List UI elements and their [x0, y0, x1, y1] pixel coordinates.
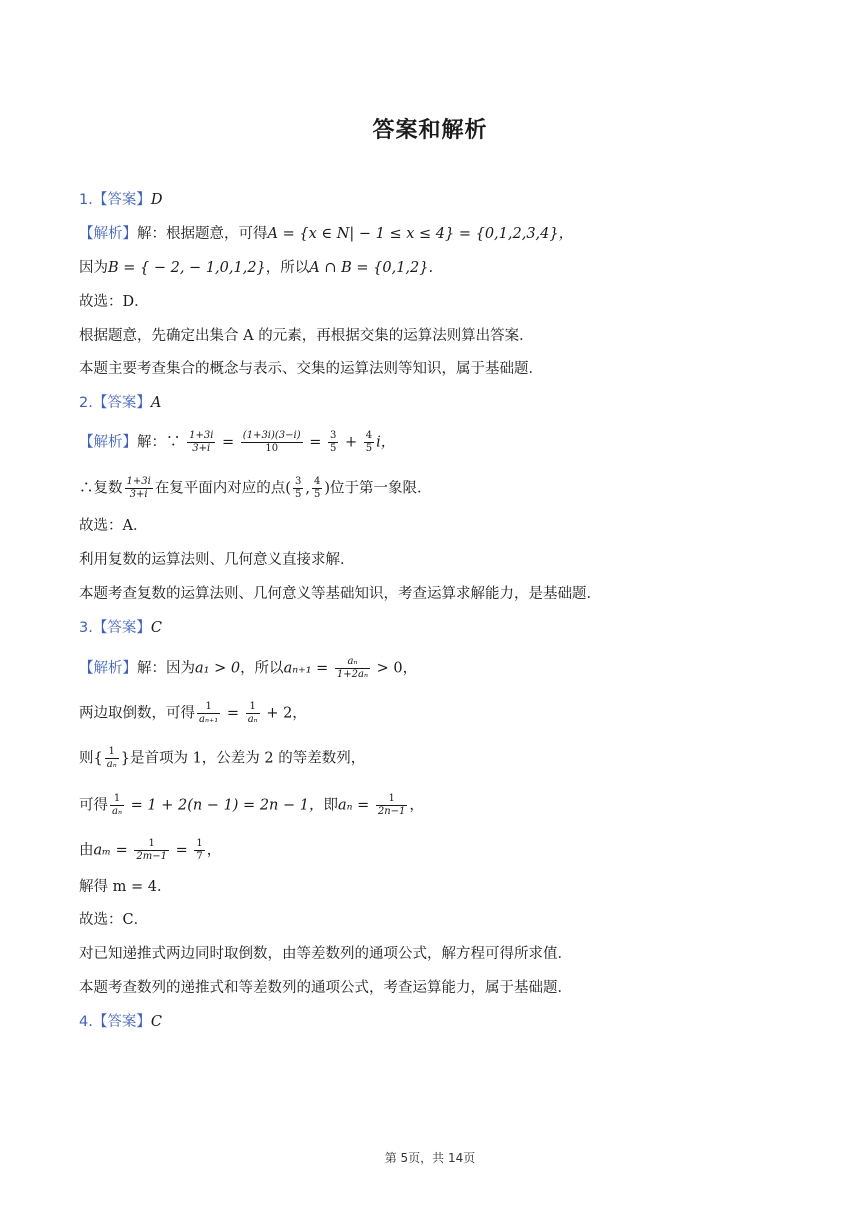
text: ，	[409, 797, 424, 814]
numerator: 4	[365, 430, 373, 441]
math: aₘ =	[93, 842, 128, 859]
q2-line5: 本题考查复数的运算法则、几何意义等基础知识，考查运算求解能力，是基础题．	[79, 586, 601, 602]
q1-answer-label: 1.【答案】	[79, 192, 151, 208]
q3-line2: 两边取倒数，可得 $\frac{1}{\text{aₙ₊₁}}$ = $\frac{1}{\text{aₙ}}$ + 2，	[79, 701, 307, 725]
numerator: 3	[330, 430, 337, 441]
q1-line2	[79, 258, 433, 278]
math: B = { − 2, − 1,0,1,2}	[108, 260, 266, 276]
q2-line3: 故选：A．	[79, 518, 148, 534]
fraction	[197, 701, 220, 726]
q1-answer-line	[79, 190, 162, 210]
q3-answer-line	[79, 618, 162, 638]
denominator: 3+i	[129, 489, 148, 500]
numerator: 1+3i	[126, 476, 151, 487]
q2-analysis-label: 【解析】	[79, 434, 137, 451]
text: 则{	[79, 750, 103, 767]
q1-math: A = {x ∈ N| − 1 ≤ x ≤ 4} = {0,1,2,3,4}，	[267, 226, 574, 242]
fraction	[293, 476, 303, 501]
fraction	[328, 430, 338, 455]
fraction	[312, 476, 322, 501]
equals: =	[309, 434, 322, 451]
fraction	[241, 430, 303, 455]
q3-line5: 由aₘ = $\frac{1}{2m-1}$ = $\frac{1}{7}$ ，	[79, 838, 222, 862]
q3-answer: C	[150, 620, 162, 636]
equals: =	[222, 434, 235, 451]
denominator: 1+2aₙ	[336, 669, 369, 680]
q3-line3	[79, 746, 365, 771]
denominator: 7	[196, 851, 203, 862]
denominator: 5	[313, 489, 321, 500]
denominator: aₙ	[106, 759, 117, 770]
text: ，	[206, 842, 222, 859]
math: A ∩ B = {0,1,2}.	[309, 260, 434, 276]
fraction	[194, 838, 204, 863]
text: ∴复数	[79, 480, 123, 497]
numerator: 1+3i	[189, 430, 214, 441]
fraction	[125, 476, 153, 501]
q4-answer-line	[79, 1012, 162, 1032]
denominator: 5	[330, 443, 337, 454]
text: 由	[79, 842, 94, 859]
fraction	[376, 793, 408, 818]
denominator: 5	[294, 489, 302, 500]
math: > 0，	[376, 660, 418, 677]
denominator: aₙ	[247, 714, 258, 725]
q3-answer-label: 3.【答案】	[79, 620, 151, 636]
numerator: 1	[110, 793, 124, 806]
text: )位于第一象限．	[324, 480, 432, 497]
numerator: (1+3i)(3−i)	[242, 430, 301, 441]
math: aₙ₊₁ =	[283, 660, 329, 677]
q3-line7: 故选：C．	[79, 912, 149, 928]
numerator: 1	[196, 838, 203, 849]
denominator: 2m−1	[136, 851, 167, 862]
numerator: aₙ	[335, 656, 370, 669]
text: ，所以	[265, 260, 310, 276]
q2-line2	[79, 476, 432, 501]
q2-answer-label: 2.【答案】	[79, 395, 151, 411]
math: = 1 + 2(n − 1) = 2n − 1，	[130, 797, 324, 814]
q3-analysis-line1	[79, 656, 417, 681]
text: 可得	[79, 797, 108, 814]
text: 即	[323, 797, 338, 814]
denominator: aₙ₊₁	[199, 714, 219, 725]
q2-answer-line	[79, 393, 161, 413]
page-footer: 第 5页，共 14页	[384, 1151, 476, 1165]
denominator: 5	[365, 443, 373, 454]
comma: ,	[305, 480, 310, 497]
numerator: 1	[197, 701, 220, 714]
fraction	[364, 430, 374, 455]
numerator: 1	[105, 746, 119, 759]
q1-text: 解：根据题意，可得	[137, 226, 268, 242]
fraction	[110, 793, 124, 818]
text: 解：因为	[137, 660, 195, 677]
text: }是首项为 1，公差为 2 的等差数列，	[120, 750, 366, 767]
q2-analysis-line1	[79, 430, 395, 455]
fraction	[335, 656, 370, 681]
q1-analysis-line1	[79, 224, 573, 244]
numerator: 4	[313, 476, 321, 487]
math: i，	[376, 434, 396, 451]
fraction	[187, 430, 215, 455]
q2-line4: 利用复数的运算法则、几何意义直接求解．	[79, 552, 355, 568]
text: 两边取倒数，可得	[79, 705, 195, 722]
q3-line9: 本题考查数列的递推式和等差数列的通项公式，考查运算能力，属于基础题．	[79, 980, 572, 996]
denominator: 2n−1	[377, 806, 406, 817]
math: aₙ =	[337, 797, 370, 814]
q3-analysis-label: 【解析】	[79, 660, 137, 677]
q1-line4: 根据题意，先确定出集合 A 的元素，再根据交集的运算法则算出答案．	[79, 328, 534, 344]
q3-line8: 对已知递推式两边同时取倒数，由等差数列的通项公式，解方程可得所求值．	[79, 946, 572, 962]
math: + 2，	[266, 705, 307, 722]
numerator: 3	[294, 476, 302, 487]
q1-line5: 本题主要考查集合的概念与表示、交集的运算法则等知识，属于基础题．	[79, 361, 543, 377]
text: ，所以	[240, 660, 284, 677]
fraction	[105, 746, 119, 771]
denominator: aₙ	[112, 806, 123, 817]
denominator: 3+i	[192, 443, 211, 454]
numerator: 1	[376, 793, 408, 806]
q1-answer: D	[150, 192, 163, 208]
fraction	[134, 838, 169, 863]
plus: +	[345, 434, 358, 451]
text: 在复平面内对应的点(	[154, 480, 291, 497]
q1-analysis-label: 【解析】	[79, 226, 137, 242]
q1-line3: 故选：D．	[79, 294, 149, 310]
q4-answer-label: 4.【答案】	[79, 1014, 151, 1030]
q2-answer: A	[150, 395, 162, 411]
q4-answer: C	[150, 1014, 162, 1030]
page-title: 答案和解析	[372, 118, 488, 143]
math: a₁ > 0	[195, 660, 241, 677]
q3-line4	[79, 793, 424, 818]
fraction	[246, 701, 260, 726]
text: 解：∵	[137, 434, 181, 451]
q3-line6: 解得 m = 4．	[79, 879, 172, 895]
text: 因为	[79, 260, 108, 276]
numerator: 1	[134, 838, 169, 851]
denominator: 10	[265, 443, 279, 454]
numerator: 1	[246, 701, 260, 714]
